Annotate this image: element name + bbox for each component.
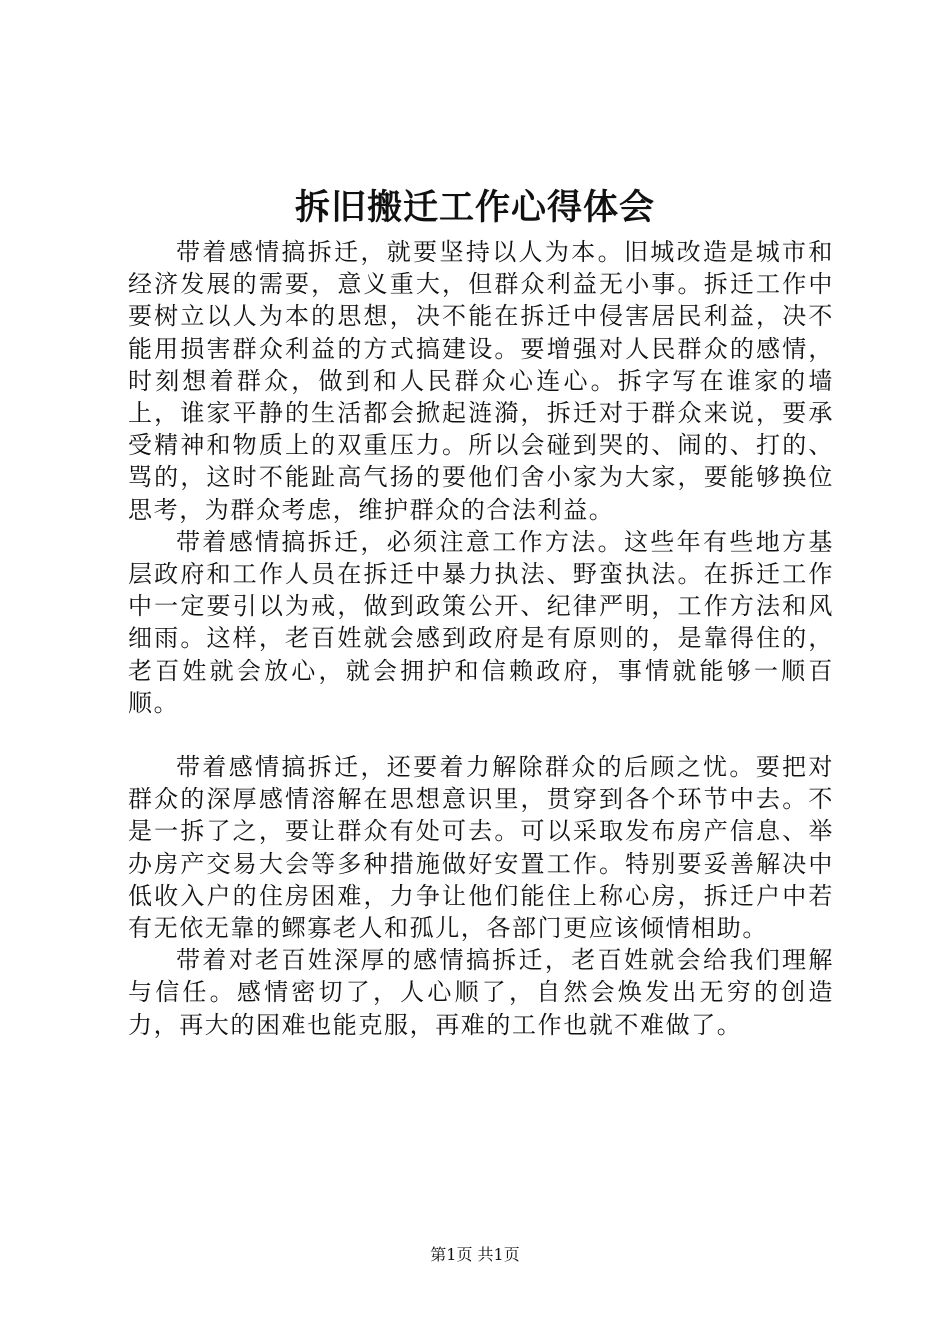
paragraph-2: 带着感情搞拆迁，必须注意工作方法。这些年有些地方基层政府和工作人员在拆迁中暴力执法、野蛮执法。在拆迁工作中一定要引以为戒，做到政策公开、纪律严明，工作方法和风细雨。这样，老百姓就会感到政府是有原则的，是靠得住的，老百姓就会放心，就会拥护和信赖政府，事情就能够一顺百顺。 [128,527,834,717]
document-title: 拆旧搬迁工作心得体会 [294,187,655,228]
page-number-footer: 第1页 共1页 [430,1245,520,1264]
document-body [128,236,834,1041]
paragraph-1: 带着感情搞拆迁，就要坚持以人为本。旧城改造是城市和经济发展的需要，意义重大，但群众利益无小事。拆迁工作中要树立以人为本的思想，决不能在拆迁中侵害居民利益，决不能用损害群众利益的方式搞建设。要增强对人民群众的感情，时刻想着群众，做到和人民群众心连心。拆字写在谁家的墙上，谁家平静的生活都会掀起涟漪，拆迁对于群众来说，要承受精神和物质上的双重压力。所以会碰到哭的、闹的、打的、骂的，这时不能趾高气扬的要他们舍小家为大家，要能够换位思考，为群众考虑，维护群众的合法利益。 [128,238,834,524]
paragraph-3: 带着感情搞拆迁，还要着力解除群众的后顾之忧。要把对群众的深厚感情溶解在思想意识里，贯穿到各个环节中去。不是一拆了之，要让群众有处可去。可以采取发布房产信息、举办房产交易大会等多种措施做好安置工作。特别要妥善解决中低收入户的住房困难，力争让他们能住上称心房，拆迁户中若有无依无靠的鳏寡老人和孤儿，各部门更应该倾情相助。 [128,753,834,943]
paragraph-4: 带着对老百姓深厚的感情搞拆迁，老百姓就会给我们理解与信任。感情密切了，人心顺了，自然会焕发出无穷的创造力，再大的困难也能克服，再难的工作也就不难做了。 [128,946,834,1039]
